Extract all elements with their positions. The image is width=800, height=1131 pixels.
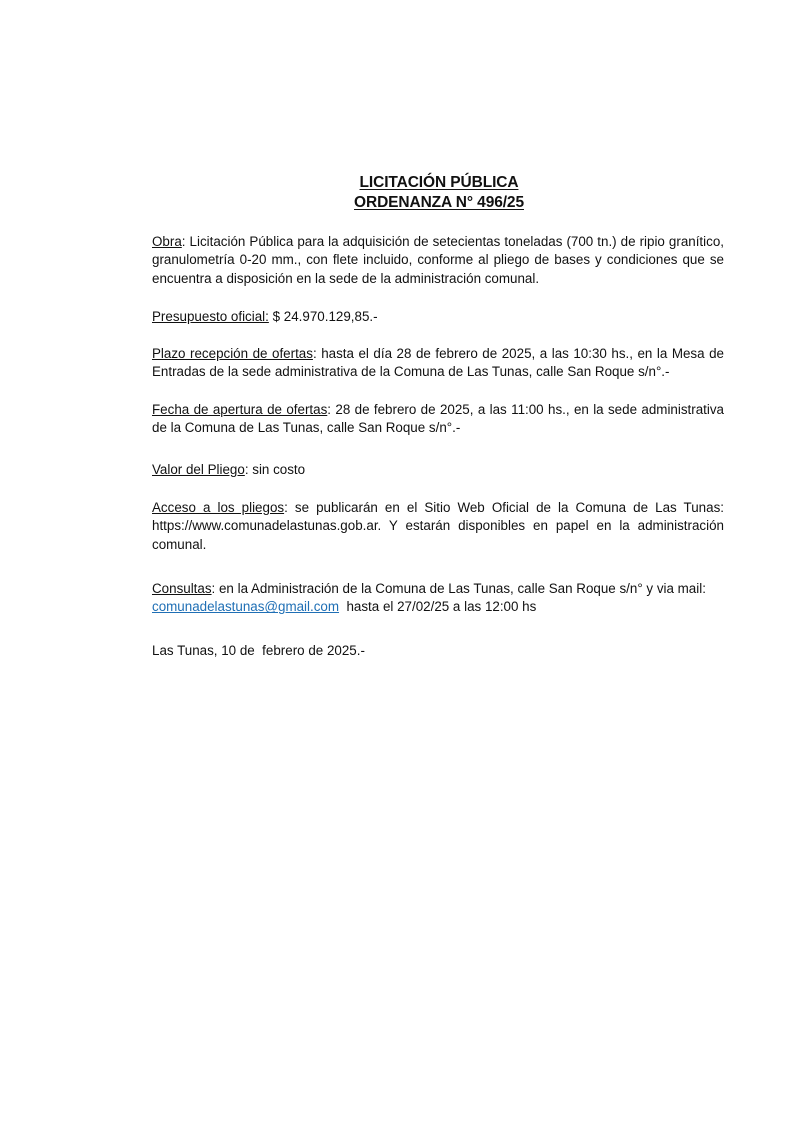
presupuesto-text: $ 24.970.129,85.- xyxy=(268,309,378,324)
acceso-text: : se publicarán en el Sitio Web Oficial de la Comuna de Las Tunas: https://www.comunadelastunas.gob.ar. Y estarán disponibles en papel en la administración comunal. xyxy=(152,500,724,552)
paragraph-acceso xyxy=(152,499,724,554)
date-place-text: Las Tunas, 10 de febrero de 2025.- xyxy=(152,643,365,658)
paragraph-apertura xyxy=(152,401,724,438)
valor-text: : sin costo xyxy=(244,462,306,477)
title-ordenanza: ORDENANZA N° 496/25 xyxy=(354,194,524,211)
paragraph-plazo xyxy=(152,345,724,382)
presupuesto-label: Presupuesto oficial: xyxy=(152,309,269,324)
consultas-deadline: hasta el 27/02/25 a las 12:00 hs xyxy=(339,599,537,615)
apertura-text: : 28 de febrero de 2025, a las 11:00 hs., en la sede administrativa de la Comuna de Las Tunas, calle San Roque s/n°.- xyxy=(152,402,724,436)
consultas-label: Consultas xyxy=(152,581,212,596)
document-title xyxy=(0,173,800,213)
paragraph-obra xyxy=(152,233,724,288)
obra-text: : Licitación Pública para la adquisición de setecientas toneladas (700 tn.) de ripio granítico, granulometría 0-20 mm., con flete incluido, conforme al pliego de bases y condiciones que se encuentra a disposición en la sede de la administración comunal. xyxy=(152,234,724,286)
paragraph-consultas xyxy=(152,580,724,617)
title-licitacion: LICITACIÓN PÚBLICA xyxy=(359,174,519,191)
paragraph-presupuesto xyxy=(152,308,724,326)
valor-label: Valor del Pliego xyxy=(152,462,245,477)
paragraph-valor xyxy=(152,461,724,479)
acceso-label: Acceso a los pliegos xyxy=(152,500,285,515)
plazo-text: : hasta el día 28 de febrero de 2025, a las 10:30 hs., en la Mesa de Entradas de la sede administrativa de la Comuna de Las Tunas, calle San Roque s/n°.- xyxy=(152,346,724,380)
plazo-label: Plazo recepción de ofertas xyxy=(152,346,313,361)
date-place xyxy=(152,642,724,660)
email-link[interactable]: comunadelastunas@gmail.com xyxy=(152,599,340,615)
consultas-text: : en la Administración de la Comuna de Las Tunas, calle San Roque s/n° y via mail: xyxy=(211,581,706,596)
apertura-label: Fecha de apertura de ofertas xyxy=(152,402,328,417)
obra-label: Obra xyxy=(152,234,182,249)
